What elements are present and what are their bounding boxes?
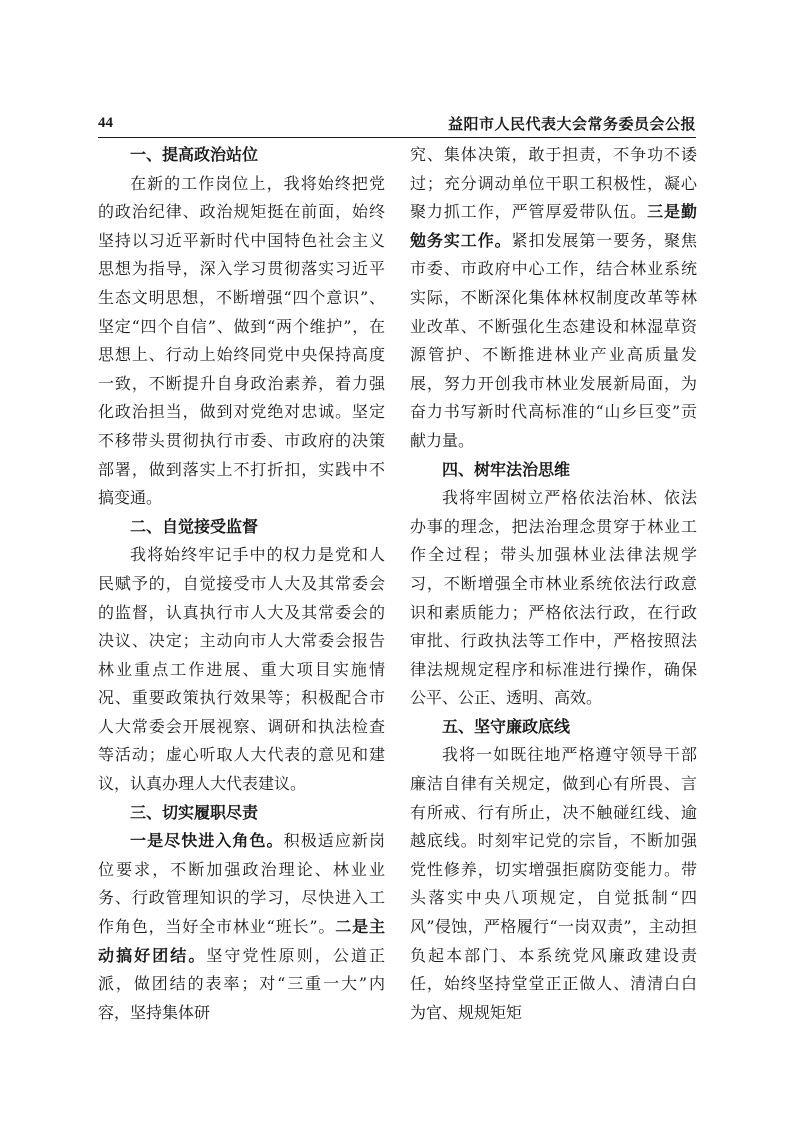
section-heading-2: 二、自觉接受监督: [130, 516, 259, 536]
point-3-lead: 三是勤勉务实工作。: [410, 202, 697, 250]
section-2-paragraph: 我将始终牢记手中的权力是党和人民赋予的，自觉接受市人大及其常委会的监督，认真执行市人大及其常委会的决议、决定；主动向市人大常委会报告林业重点工作进展、重大项目实施情况、重要政策执行效果等；积极配合市人大常委会开展视察、调研和执法检查等活动；虚心听取人大代表的意见和建议，认真办理人大代表建议。: [98, 545, 385, 794]
section-5-paragraph: 我将一如既往地严格遵守领导干部廉洁自律有关规定，做到心有所畏、言有所戒、行有所止，决不触碰红线、逾越底线。时刻牢记党的宗旨，不断加强党性修养，切实增强拒腐防变能力。带头落实中央八项规定，自觉抵制“四风”侵蚀，严格履行“一岗双责”，主动担负起本部门、本系统党风廉政建设责任，始终坚持堂堂正正做人、清清白白为官、规规矩矩: [410, 745, 697, 1022]
point-2-text-continued: 究、集体决策，敢于担责，不争功不诿过；充分调动单位干职工积极性，凝心聚力抓工作，严管厚爱带队伍。: [410, 145, 697, 222]
journal-title: 益阳市人民代表大会常务委员会公报: [447, 115, 696, 133]
point-1-lead: 一是尽快进入角色。: [130, 831, 284, 851]
header-rule: [98, 137, 696, 138]
section-heading-4: 四、树牢法治思维: [442, 459, 571, 479]
section-1-paragraph: 在新的工作岗位上，我将始终把党的政治纪律、政治规矩挺在前面，始终坚持以习近平新时代中国特色社会主义思想为指导，深入学习贯彻落实习近平生态文明思想，不断增强“四个意识”、坚定“四个自信”、做到“两个维护”，在思想上、行动上始终同党中央保持高度一致，不断提升自身政治素养，着力强化政治担当，做到对党绝对忠诚。坚定不移带头贯彻执行市委、市政府的决策部署，做到落实上不打折扣，实践中不搞变通。: [98, 173, 385, 508]
section-heading-5: 五、坚守廉政底线: [442, 716, 571, 736]
point-2-text: 坚守党性原则，公道正派，做团结的表率；对“三重一大”内容，坚持集体研: [98, 945, 385, 1022]
section-3-continued: [410, 141, 697, 456]
page-header: [98, 113, 696, 137]
page-number: 44: [98, 115, 113, 131]
left-column: [98, 141, 385, 1027]
point-3-text: 紧扣发展第一要务，聚焦市委、市政府中心工作，结合林业系统实际，不断深化集体林权制度改革等林业改革、不断强化生态建设和林湿草资源管护、不断推进林业产业高质量发展，努力开创我市林业发展新局面，为奋力书写新时代高标准的“山乡巨变”贡献力量。: [410, 230, 697, 450]
section-3-paragraph: [98, 827, 385, 1027]
section-heading-3: 三、切实履职尽责: [130, 802, 259, 822]
section-heading-1: 一、提高政治站位: [130, 145, 259, 164]
section-4-paragraph: 我将牢固树立严格依法治林、依法办事的理念，把法治理念贯穿于林业工作全过程；带头加强林业法律法规学习，不断增强全市林业系统依法行政意识和素质能力；严格依法行政，在行政审批、行政执法等工作中，严格按照法律法规规定程序和标准进行操作，确保公平、公正、透明、高效。: [410, 488, 697, 708]
point-2-lead: 二是主动搞好团结。: [98, 917, 385, 965]
point-1-text: 积极适应新岗位要求，不断加强政治理论、林业业务、行政管理知识的学习，尽快进入工作角色，当好全市林业“班长”。: [98, 831, 385, 937]
right-column: [410, 141, 697, 1027]
